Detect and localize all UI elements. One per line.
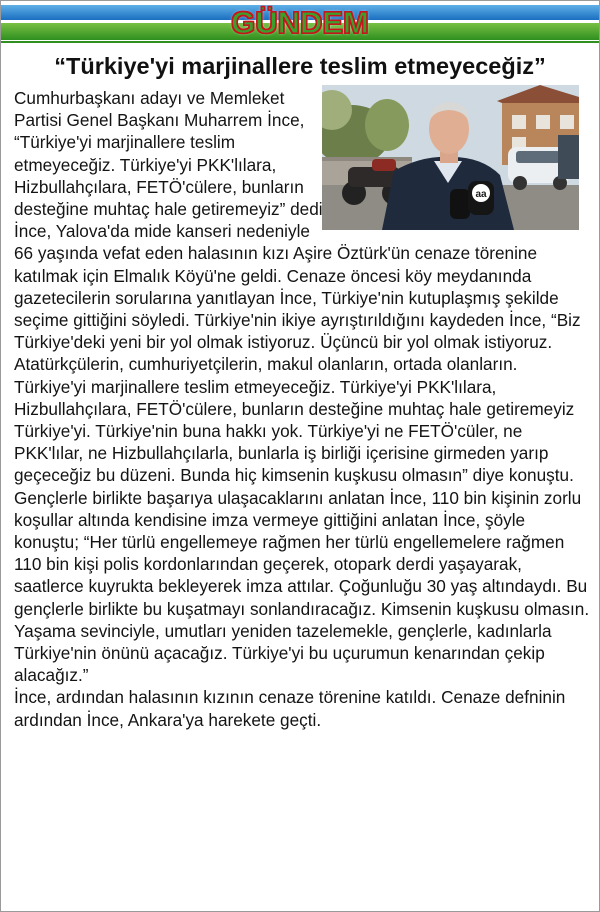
article-paragraph-3: Gençlerle birlikte başarıya ulaşacaklarını anlatan İnce, 110 bin kişinin zorlu koşullar altında kendisine imza vermeye gittiğini anlatan İnce, şöyle konuştu; “Her türlü engellemeye rağmen her türlü engellemelere rağmen 110 bin kişi polis kordonlarından geçerek, otopark derdi yaşayarak, saatlerce kuyrukta bekleyerek imza attılar. Çoğunluğu 30 yaş altındaydı. Bu gençlerle birlikte bu kuşatmayı sonlandıracağız. Kimsenin kuşkusu olmasın. Yaşama sevinciyle, umutları yeniden tazelemekle, gençlerle, kadınlarla Türkiye'nin önünü açacağız. Türkiye'yi bu uçurumun kenarından çekip alacağız.”: [14, 487, 590, 686]
section-masthead: [1, 1, 599, 49]
article-body: [14, 87, 590, 731]
article-paragraph-2: İnce, Yalova'da mide kanseri nedeniyle 66 yaşında vefat eden halasının kızı Aşire Öztürk'ün cenaze törenine katılmak için Elmalık Köyü'ne geldi. Cenaze öncesi köy meydanında gazetecilerin sorularına yanıtlayan İnce, Türkiye'nin kutuplaşmış şekilde seçime gittiğini söyledi. Türkiye'nin ikiye ayrıştırıldığını kaydeden İnce, “Biz Türkiye'deki yeni bir yol olmak istiyoruz. Üçüncü bir yol olmak istiyoruz. Atatürkçülerin, cumhuriyetçilerin, makul olanların, ortada olanların. Türkiye'yi marjinallere teslim etmeyeceğiz. Türkiye'yi PKK'lılara, Hizbullahçılara, FETÖ'cülere, bunların desteğine muhtaç hale getiremeyiz Türkiye'yi. Türkiye'nin buna hakkı yok. Türkiye'yi ne FETÖ'cüler, ne PKK'lılar, ne Hizbullahçılarla, bunlarla iş birliği içerisine girmeden yarıp geçeceğiz bu düzeni. Bunda hiç kimsenin kuşkusu olmasın” diye konuştu.: [14, 221, 581, 486]
article-paragraph-lead: Cumhurbaşkanı adayı ve Memleket Partisi Genel Başkanı Muharrem İnce, “Türkiye'yi marjinallere teslim etmeyeceğiz. Türkiye'yi PKK'lılara, Hizbullahçılara, FETÖ'cülere, bunların desteğine muhtaç hale getiremeyiz” dedi: [14, 88, 323, 220]
photo-wrap-spacer: [326, 87, 590, 237]
article-paragraph-4: İnce, ardından halasının kızının cenaze törenine katıldı. Cenaze defninin ardından İnce, Ankara'ya harekete geçti.: [14, 687, 566, 730]
agency-logo: aa: [475, 189, 487, 200]
article-headline: “Türkiye'yi marjinallere teslim etmeyeceğiz”: [54, 53, 546, 79]
section-label: GÜNDEM: [231, 5, 369, 40]
